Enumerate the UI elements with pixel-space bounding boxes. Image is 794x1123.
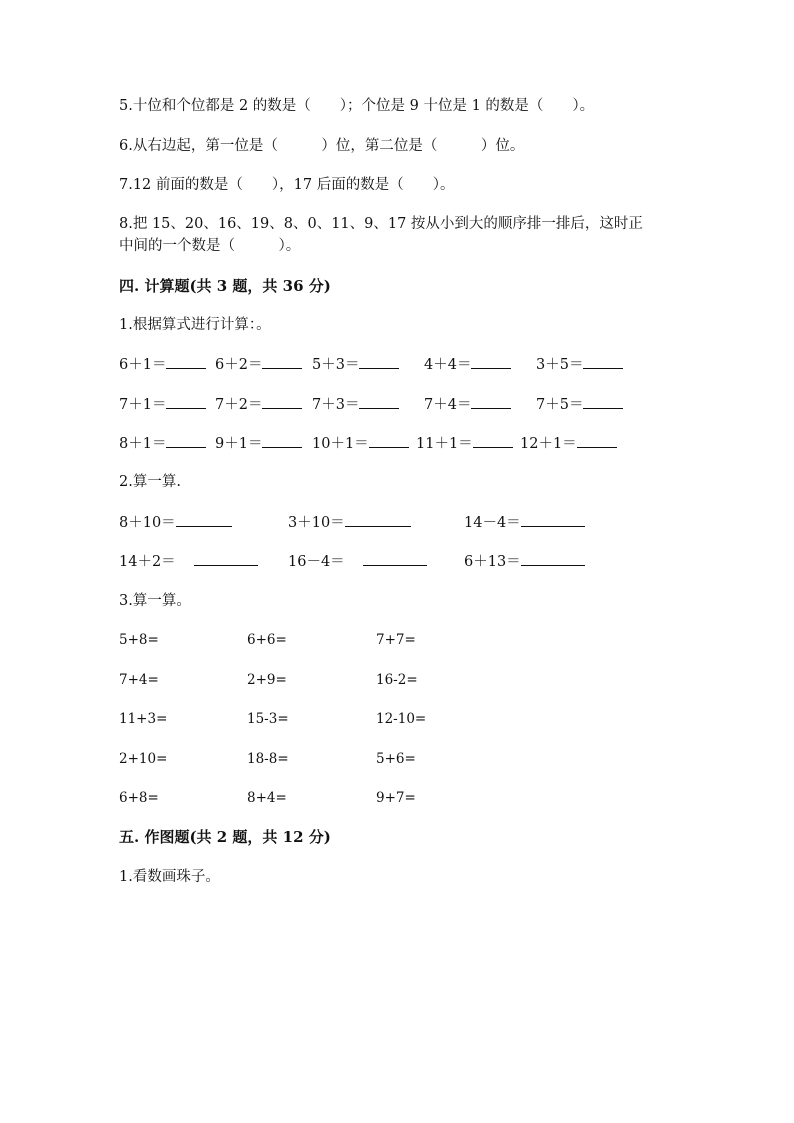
equation: 6＋2＝ (215, 354, 302, 375)
equation: 14＋2＝ (119, 551, 258, 572)
equation: 11＋1＝ (416, 433, 513, 454)
equation: 8+4= (247, 790, 287, 806)
answer-blank[interactable] (176, 512, 232, 527)
equation: 12-10= (376, 711, 427, 727)
answer-blank[interactable] (521, 551, 585, 566)
equation: 7＋1＝ (119, 394, 206, 415)
equation: 7＋5＝ (536, 394, 623, 415)
calc-row (0, 670, 794, 690)
equation: 16-2= (376, 672, 418, 688)
equation: 7＋3＝ (312, 394, 399, 415)
question-7: 7.12 前面的数是（ ），17 后面的数是（ ）。 (119, 177, 455, 193)
section-4-q1-title: 1.根据算式进行计算：。 (119, 317, 271, 333)
answer-blank[interactable] (473, 433, 513, 448)
answer-blank[interactable] (359, 394, 399, 409)
equation: 5+6= (376, 751, 416, 767)
calc-row (0, 512, 794, 532)
equation: 3＋5＝ (536, 354, 623, 375)
answer-blank[interactable] (363, 551, 427, 566)
equation: 7+4= (119, 672, 159, 688)
calc-row (0, 433, 794, 453)
equation: 14－4＝ (464, 512, 585, 533)
question-8-line1: 8.把 15、20、16、19、8、0、11、9、17 按从小到大的顺序排一排后，这时正 (119, 216, 643, 232)
calc-row (0, 749, 794, 769)
equation: 8＋1＝ (119, 433, 206, 454)
answer-blank[interactable] (471, 394, 511, 409)
section-4-heading: 四. 计算题(共 3 题，共 36 分) (119, 277, 331, 295)
equation: 18-8= (247, 751, 289, 767)
equation: 7＋2＝ (215, 394, 302, 415)
calc-row (0, 709, 794, 729)
answer-blank[interactable] (471, 354, 511, 369)
equation: 6+6= (247, 632, 287, 648)
question-5: 5.十位和个位都是 2 的数是（ ）；个位是 9 十位是 1 的数是（ ）。 (119, 98, 595, 114)
question-8-line2: 中间的一个数是（ ）。 (119, 238, 301, 254)
answer-blank[interactable] (521, 512, 585, 527)
answer-blank[interactable] (166, 354, 206, 369)
answer-blank[interactable] (577, 433, 617, 448)
answer-blank[interactable] (262, 354, 302, 369)
equation: 7+7= (376, 632, 416, 648)
equation: 5+8= (119, 632, 159, 648)
answer-blank[interactable] (194, 551, 258, 566)
equation: 6＋13＝ (464, 551, 585, 572)
equation: 7＋4＝ (424, 394, 511, 415)
answer-blank[interactable] (583, 394, 623, 409)
answer-blank[interactable] (166, 433, 206, 448)
equation: 10＋1＝ (312, 433, 409, 454)
equation: 9+7= (376, 790, 416, 806)
answer-blank[interactable] (262, 394, 302, 409)
equation: 16－4＝ (288, 551, 427, 572)
equation: 12＋1＝ (520, 433, 617, 454)
equation: 8＋10＝ (119, 512, 232, 533)
section-4-q3-title: 3.算一算。 (119, 593, 191, 609)
calc-row (0, 394, 794, 414)
equation: 3＋10＝ (288, 512, 411, 533)
calc-row (0, 630, 794, 650)
equation: 6＋1＝ (119, 354, 206, 375)
answer-blank[interactable] (359, 354, 399, 369)
calc-row (0, 354, 794, 374)
answer-blank[interactable] (345, 512, 411, 527)
equation: 11+3= (119, 711, 168, 727)
section-5-heading: 五. 作图题(共 2 题，共 12 分) (119, 828, 331, 846)
equation: 9＋1＝ (215, 433, 302, 454)
answer-blank[interactable] (166, 394, 206, 409)
equation: 2+10= (119, 751, 168, 767)
answer-blank[interactable] (262, 433, 302, 448)
answer-blank[interactable] (369, 433, 409, 448)
calc-row (0, 551, 794, 571)
answer-blank[interactable] (583, 354, 623, 369)
question-6: 6.从右边起，第一位是（ ）位，第二位是（ ）位。 (119, 138, 525, 154)
section-5-q1-title: 1.看数画珠子。 (119, 869, 220, 885)
equation: 15-3= (247, 711, 289, 727)
section-4-q2-title: 2.算一算. (119, 474, 181, 490)
calc-row (0, 788, 794, 808)
equation: 4＋4＝ (424, 354, 511, 375)
equation: 5＋3＝ (312, 354, 399, 375)
equation: 6+8= (119, 790, 159, 806)
equation: 2+9= (247, 672, 287, 688)
